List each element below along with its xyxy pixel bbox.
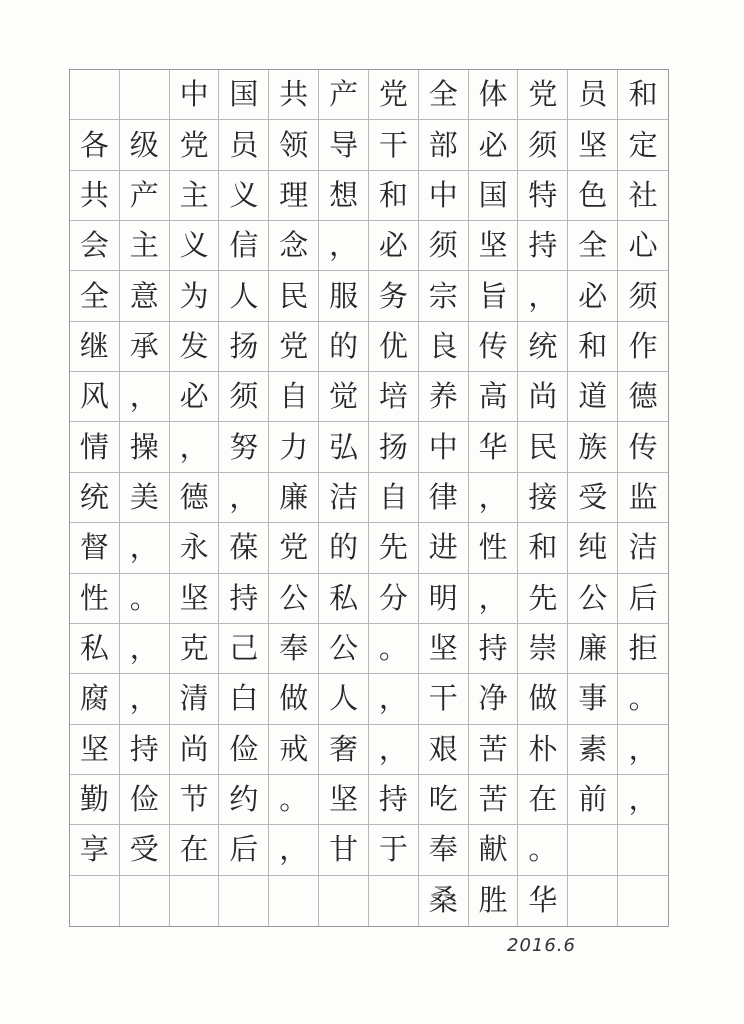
grid-cell: 持 xyxy=(469,624,519,674)
grid-cell xyxy=(120,876,170,926)
grid-cell: 员 xyxy=(568,70,618,120)
grid-cell: 持 xyxy=(219,574,269,624)
grid-cell: 共 xyxy=(70,171,120,221)
grid-cell: 必 xyxy=(568,271,618,321)
grid-cell: 尚 xyxy=(170,725,220,775)
grid-cell xyxy=(70,70,120,120)
grid-cell: 美 xyxy=(120,473,170,523)
grid-cell: 和 xyxy=(518,523,568,573)
grid-cell: 统 xyxy=(70,473,120,523)
grid-cell: 干 xyxy=(419,674,469,724)
grid-cell: 约 xyxy=(219,775,269,825)
grid-cell: 受 xyxy=(568,473,618,523)
grid-cell: 风 xyxy=(70,372,120,422)
grid-cell: 律 xyxy=(419,473,469,523)
grid-cell: 部 xyxy=(419,120,469,170)
grid-cell xyxy=(618,876,668,926)
grid-cell: 桑 xyxy=(419,876,469,926)
grid-cell: 意 xyxy=(120,271,170,321)
grid-cell: 为 xyxy=(170,271,220,321)
grid-cell: 弘 xyxy=(319,422,369,472)
grid-cell: 前 xyxy=(568,775,618,825)
grid-cell: 传 xyxy=(469,322,519,372)
grid-cell: 义 xyxy=(219,171,269,221)
grid-cell: 须 xyxy=(419,221,469,271)
grid-cell: 人 xyxy=(219,271,269,321)
grid-cell: 高 xyxy=(469,372,519,422)
grid-cell: 尚 xyxy=(518,372,568,422)
grid-cell: 产 xyxy=(319,70,369,120)
grid-cell xyxy=(568,876,618,926)
grid-cell: 员 xyxy=(219,120,269,170)
grid-cell: 坚 xyxy=(319,775,369,825)
grid-cell: 。 xyxy=(269,775,319,825)
grid-cell: 发 xyxy=(170,322,220,372)
grid-cell xyxy=(170,876,220,926)
grid-cell: 自 xyxy=(269,372,319,422)
grid-cell: 觉 xyxy=(319,372,369,422)
grid-cell xyxy=(568,825,618,875)
grid-cell: 。 xyxy=(618,674,668,724)
grid-cell: 服 xyxy=(319,271,369,321)
grid-cell: 清 xyxy=(170,674,220,724)
grid-cell xyxy=(618,825,668,875)
grid-cell: 和 xyxy=(568,322,618,372)
grid-cell: 中 xyxy=(419,422,469,472)
grid-cell: ， xyxy=(618,725,668,775)
grid-cell: 培 xyxy=(369,372,419,422)
grid-cell: 民 xyxy=(269,271,319,321)
grid-cell: 务 xyxy=(369,271,419,321)
grid-cell: ， xyxy=(369,674,419,724)
grid-cell: 级 xyxy=(120,120,170,170)
grid-cell: 持 xyxy=(120,725,170,775)
character-grid xyxy=(70,70,668,926)
grid-cell xyxy=(120,70,170,120)
grid-cell: ， xyxy=(319,221,369,271)
grid-cell: 会 xyxy=(70,221,120,271)
grid-cell xyxy=(319,876,369,926)
grid-cell: 。 xyxy=(518,825,568,875)
grid-cell: 拒 xyxy=(618,624,668,674)
grid-cell: 节 xyxy=(170,775,220,825)
grid-cell: 作 xyxy=(618,322,668,372)
grid-cell: 克 xyxy=(170,624,220,674)
grid-cell: 义 xyxy=(170,221,220,271)
grid-cell: 产 xyxy=(120,171,170,221)
grid-cell: 享 xyxy=(70,825,120,875)
grid-cell: 党 xyxy=(269,322,319,372)
grid-cell: 须 xyxy=(518,120,568,170)
grid-cell: 持 xyxy=(369,775,419,825)
date-text: 2016.6 xyxy=(507,935,576,956)
grid-cell: 洁 xyxy=(319,473,369,523)
grid-cell: 德 xyxy=(170,473,220,523)
grid-cell: 须 xyxy=(219,372,269,422)
grid-cell: 优 xyxy=(369,322,419,372)
grid-cell: 情 xyxy=(70,422,120,472)
grid-cell: 民 xyxy=(518,422,568,472)
grid-cell: 念 xyxy=(269,221,319,271)
grid-cell: 做 xyxy=(269,674,319,724)
grid-cell: 素 xyxy=(568,725,618,775)
grid-cell: 华 xyxy=(469,422,519,472)
grid-cell: ， xyxy=(170,422,220,472)
grid-cell: 洁 xyxy=(618,523,668,573)
grid-cell: 定 xyxy=(618,120,668,170)
grid-cell: 永 xyxy=(170,523,220,573)
grid-cell: 和 xyxy=(369,171,419,221)
grid-cell: 廉 xyxy=(269,473,319,523)
grid-cell: 。 xyxy=(369,624,419,674)
grid-cell: 努 xyxy=(219,422,269,472)
grid-cell: 党 xyxy=(518,70,568,120)
grid-cell: 导 xyxy=(319,120,369,170)
grid-cell: 扬 xyxy=(369,422,419,472)
writing-grid-sheet xyxy=(69,69,669,927)
grid-cell: 党 xyxy=(170,120,220,170)
grid-cell: 进 xyxy=(419,523,469,573)
grid-cell: 腐 xyxy=(70,674,120,724)
grid-cell: 继 xyxy=(70,322,120,372)
grid-cell: 甘 xyxy=(319,825,369,875)
grid-cell: 后 xyxy=(618,574,668,624)
grid-cell: 后 xyxy=(219,825,269,875)
grid-cell: 道 xyxy=(568,372,618,422)
grid-cell: 白 xyxy=(219,674,269,724)
grid-cell: 奉 xyxy=(419,825,469,875)
grid-cell: 奉 xyxy=(269,624,319,674)
grid-cell: 受 xyxy=(120,825,170,875)
grid-cell: 干 xyxy=(369,120,419,170)
grid-cell: ， xyxy=(120,523,170,573)
grid-cell: 各 xyxy=(70,120,120,170)
grid-cell: 国 xyxy=(469,171,519,221)
grid-cell: 体 xyxy=(469,70,519,120)
grid-cell: 必 xyxy=(369,221,419,271)
grid-cell: 必 xyxy=(469,120,519,170)
grid-cell: 坚 xyxy=(419,624,469,674)
grid-cell xyxy=(219,876,269,926)
grid-cell: 公 xyxy=(319,624,369,674)
grid-cell: 公 xyxy=(269,574,319,624)
grid-cell: 私 xyxy=(319,574,369,624)
grid-cell: 持 xyxy=(518,221,568,271)
grid-cell: 操 xyxy=(120,422,170,472)
grid-cell: ， xyxy=(120,674,170,724)
grid-cell: ， xyxy=(518,271,568,321)
grid-cell: 力 xyxy=(269,422,319,472)
grid-cell: 的 xyxy=(319,322,369,372)
grid-cell: 党 xyxy=(269,523,319,573)
grid-cell: 苦 xyxy=(469,775,519,825)
grid-cell: 的 xyxy=(319,523,369,573)
grid-cell: 崇 xyxy=(518,624,568,674)
grid-cell: 全 xyxy=(70,271,120,321)
grid-cell: 坚 xyxy=(568,120,618,170)
grid-cell: 胜 xyxy=(469,876,519,926)
grid-cell: 性 xyxy=(469,523,519,573)
grid-cell: 主 xyxy=(120,221,170,271)
grid-cell: 己 xyxy=(219,624,269,674)
grid-cell: 苦 xyxy=(469,725,519,775)
grid-cell: 接 xyxy=(518,473,568,523)
grid-cell: 奢 xyxy=(319,725,369,775)
grid-cell: 信 xyxy=(219,221,269,271)
grid-cell: 勤 xyxy=(70,775,120,825)
grid-cell: ， xyxy=(269,825,319,875)
grid-cell: 廉 xyxy=(568,624,618,674)
grid-cell: 想 xyxy=(319,171,369,221)
grid-cell: 扬 xyxy=(219,322,269,372)
grid-cell: 国 xyxy=(219,70,269,120)
grid-cell xyxy=(269,876,319,926)
grid-cell: ， xyxy=(120,372,170,422)
grid-cell: 艰 xyxy=(419,725,469,775)
grid-cell: 旨 xyxy=(469,271,519,321)
grid-cell: 领 xyxy=(269,120,319,170)
grid-cell: 先 xyxy=(369,523,419,573)
grid-cell: 坚 xyxy=(469,221,519,271)
grid-cell: ， xyxy=(120,624,170,674)
grid-cell: 于 xyxy=(369,825,419,875)
grid-cell: ， xyxy=(469,574,519,624)
grid-cell: 献 xyxy=(469,825,519,875)
grid-cell: 葆 xyxy=(219,523,269,573)
grid-cell: 戒 xyxy=(269,725,319,775)
grid-cell: 自 xyxy=(369,473,419,523)
grid-cell xyxy=(369,876,419,926)
grid-cell: 养 xyxy=(419,372,469,422)
grid-cell: 俭 xyxy=(120,775,170,825)
grid-cell: 必 xyxy=(170,372,220,422)
grid-cell: 俭 xyxy=(219,725,269,775)
grid-cell: 中 xyxy=(419,171,469,221)
grid-cell: 德 xyxy=(618,372,668,422)
grid-cell: ， xyxy=(369,725,419,775)
grid-cell: 统 xyxy=(518,322,568,372)
grid-cell: 党 xyxy=(369,70,419,120)
grid-cell: 分 xyxy=(369,574,419,624)
grid-cell: 坚 xyxy=(170,574,220,624)
grid-cell xyxy=(70,876,120,926)
grid-cell: 良 xyxy=(419,322,469,372)
grid-cell: 华 xyxy=(518,876,568,926)
grid-cell: 族 xyxy=(568,422,618,472)
grid-cell: 明 xyxy=(419,574,469,624)
grid-cell: 社 xyxy=(618,171,668,221)
grid-cell: ， xyxy=(618,775,668,825)
grid-cell: 宗 xyxy=(419,271,469,321)
grid-cell: 做 xyxy=(518,674,568,724)
grid-cell: 公 xyxy=(568,574,618,624)
grid-cell: 性 xyxy=(70,574,120,624)
grid-cell: 特 xyxy=(518,171,568,221)
grid-cell: 全 xyxy=(419,70,469,120)
grid-cell: 事 xyxy=(568,674,618,724)
grid-cell: 全 xyxy=(568,221,618,271)
grid-cell: 净 xyxy=(469,674,519,724)
grid-cell: ， xyxy=(219,473,269,523)
grid-cell: 吃 xyxy=(419,775,469,825)
grid-cell: 须 xyxy=(618,271,668,321)
grid-cell: ， xyxy=(469,473,519,523)
grid-cell: 在 xyxy=(170,825,220,875)
grid-cell: 共 xyxy=(269,70,319,120)
grid-cell: 纯 xyxy=(568,523,618,573)
grid-cell: 监 xyxy=(618,473,668,523)
grid-cell: 在 xyxy=(518,775,568,825)
grid-cell: 理 xyxy=(269,171,319,221)
grid-cell: 先 xyxy=(518,574,568,624)
grid-cell: 主 xyxy=(170,171,220,221)
grid-cell: 私 xyxy=(70,624,120,674)
grid-cell: 中 xyxy=(170,70,220,120)
grid-cell: 人 xyxy=(319,674,369,724)
grid-cell: 朴 xyxy=(518,725,568,775)
grid-cell: 。 xyxy=(120,574,170,624)
grid-cell: 心 xyxy=(618,221,668,271)
grid-cell: 传 xyxy=(618,422,668,472)
grid-cell: 色 xyxy=(568,171,618,221)
grid-cell: 督 xyxy=(70,523,120,573)
grid-cell: 坚 xyxy=(70,725,120,775)
grid-cell: 承 xyxy=(120,322,170,372)
grid-cell: 和 xyxy=(618,70,668,120)
